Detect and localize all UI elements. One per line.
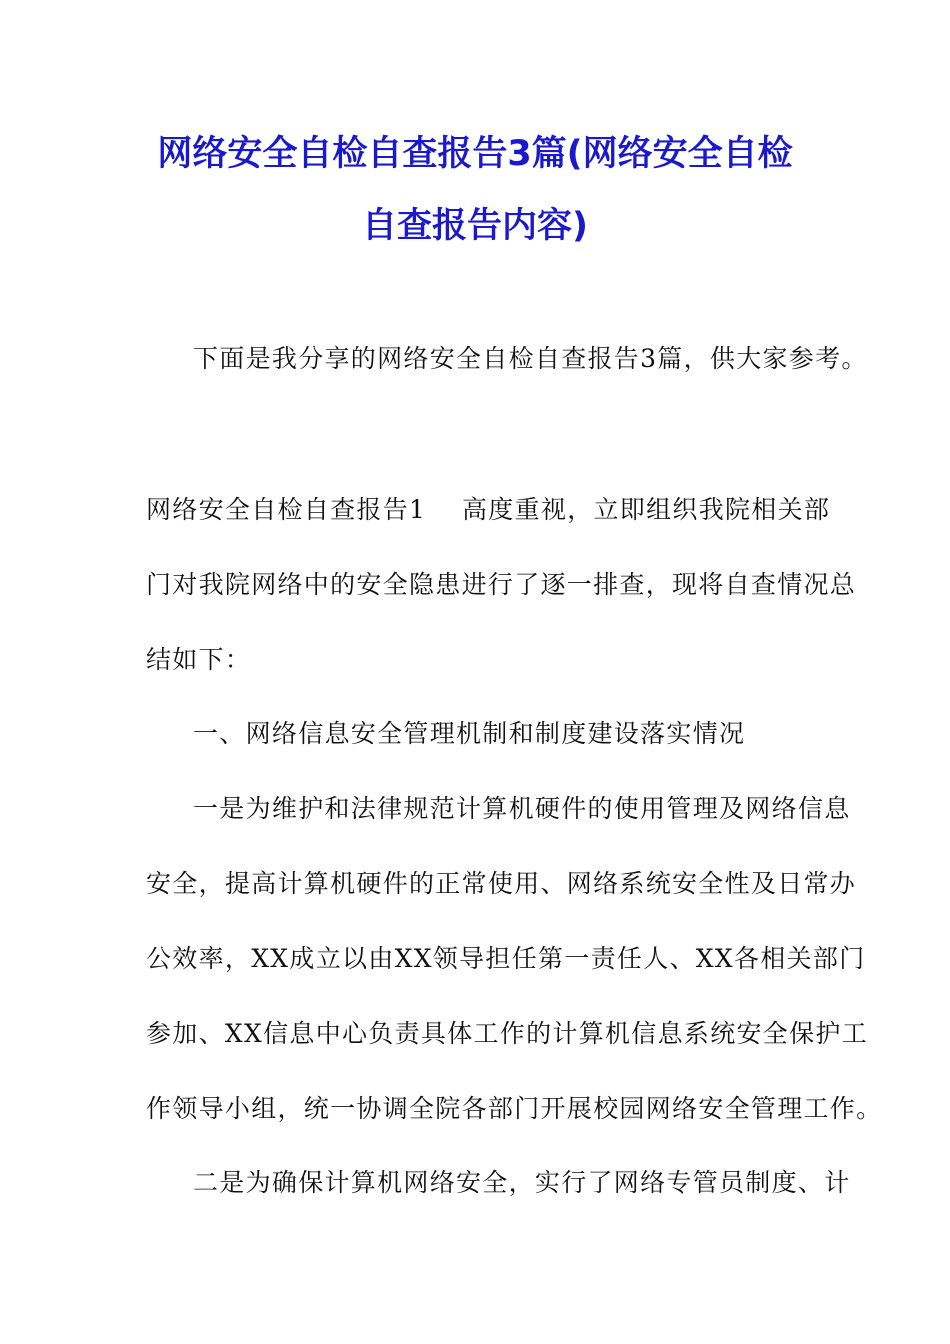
document-title-line-1: 网络安全自检自查报告3篇(网络安全自检 xyxy=(157,134,793,174)
paragraph-1-line-3: 公效率，XX成立以由XX领导担任第一责任人、XX各相关部门 xyxy=(146,944,866,973)
paragraph-2-line-1: 二是为确保计算机网络安全，实行了网络专管员制度、计 xyxy=(193,1168,851,1197)
report-1-body-line-1: 高度重视，立即组织我院相关部 xyxy=(462,495,831,524)
report-1-label: 网络安全自检自查报告1 xyxy=(146,495,427,524)
paragraph-1-line-5: 作领导小组，统一协调全院各部门开展校园网络安全管理工作。 xyxy=(146,1094,883,1123)
report-1-body-line-3: 结如下： xyxy=(146,645,252,674)
document-title-line-2: 自查报告内容) xyxy=(362,206,588,246)
paragraph-1-line-4: 参加、XX信息中心负责具体工作的计算机信息系统安全保护工 xyxy=(146,1019,868,1048)
report-1-body-line-2: 门对我院网络中的安全隐患进行了逐一排查，现将自查情况总 xyxy=(146,570,857,599)
section-1-heading: 一、网络信息安全管理机制和制度建设落实情况 xyxy=(193,719,746,748)
paragraph-1-line-1: 一是为维护和法律规范计算机硬件的使用管理及网络信息 xyxy=(193,794,851,823)
paragraph-1-line-2: 安全，提高计算机硬件的正常使用、网络系统安全性及日常办 xyxy=(146,869,857,898)
intro-paragraph: 下面是我分享的网络安全自检自查报告3篇，供大家参考。 xyxy=(193,344,868,373)
